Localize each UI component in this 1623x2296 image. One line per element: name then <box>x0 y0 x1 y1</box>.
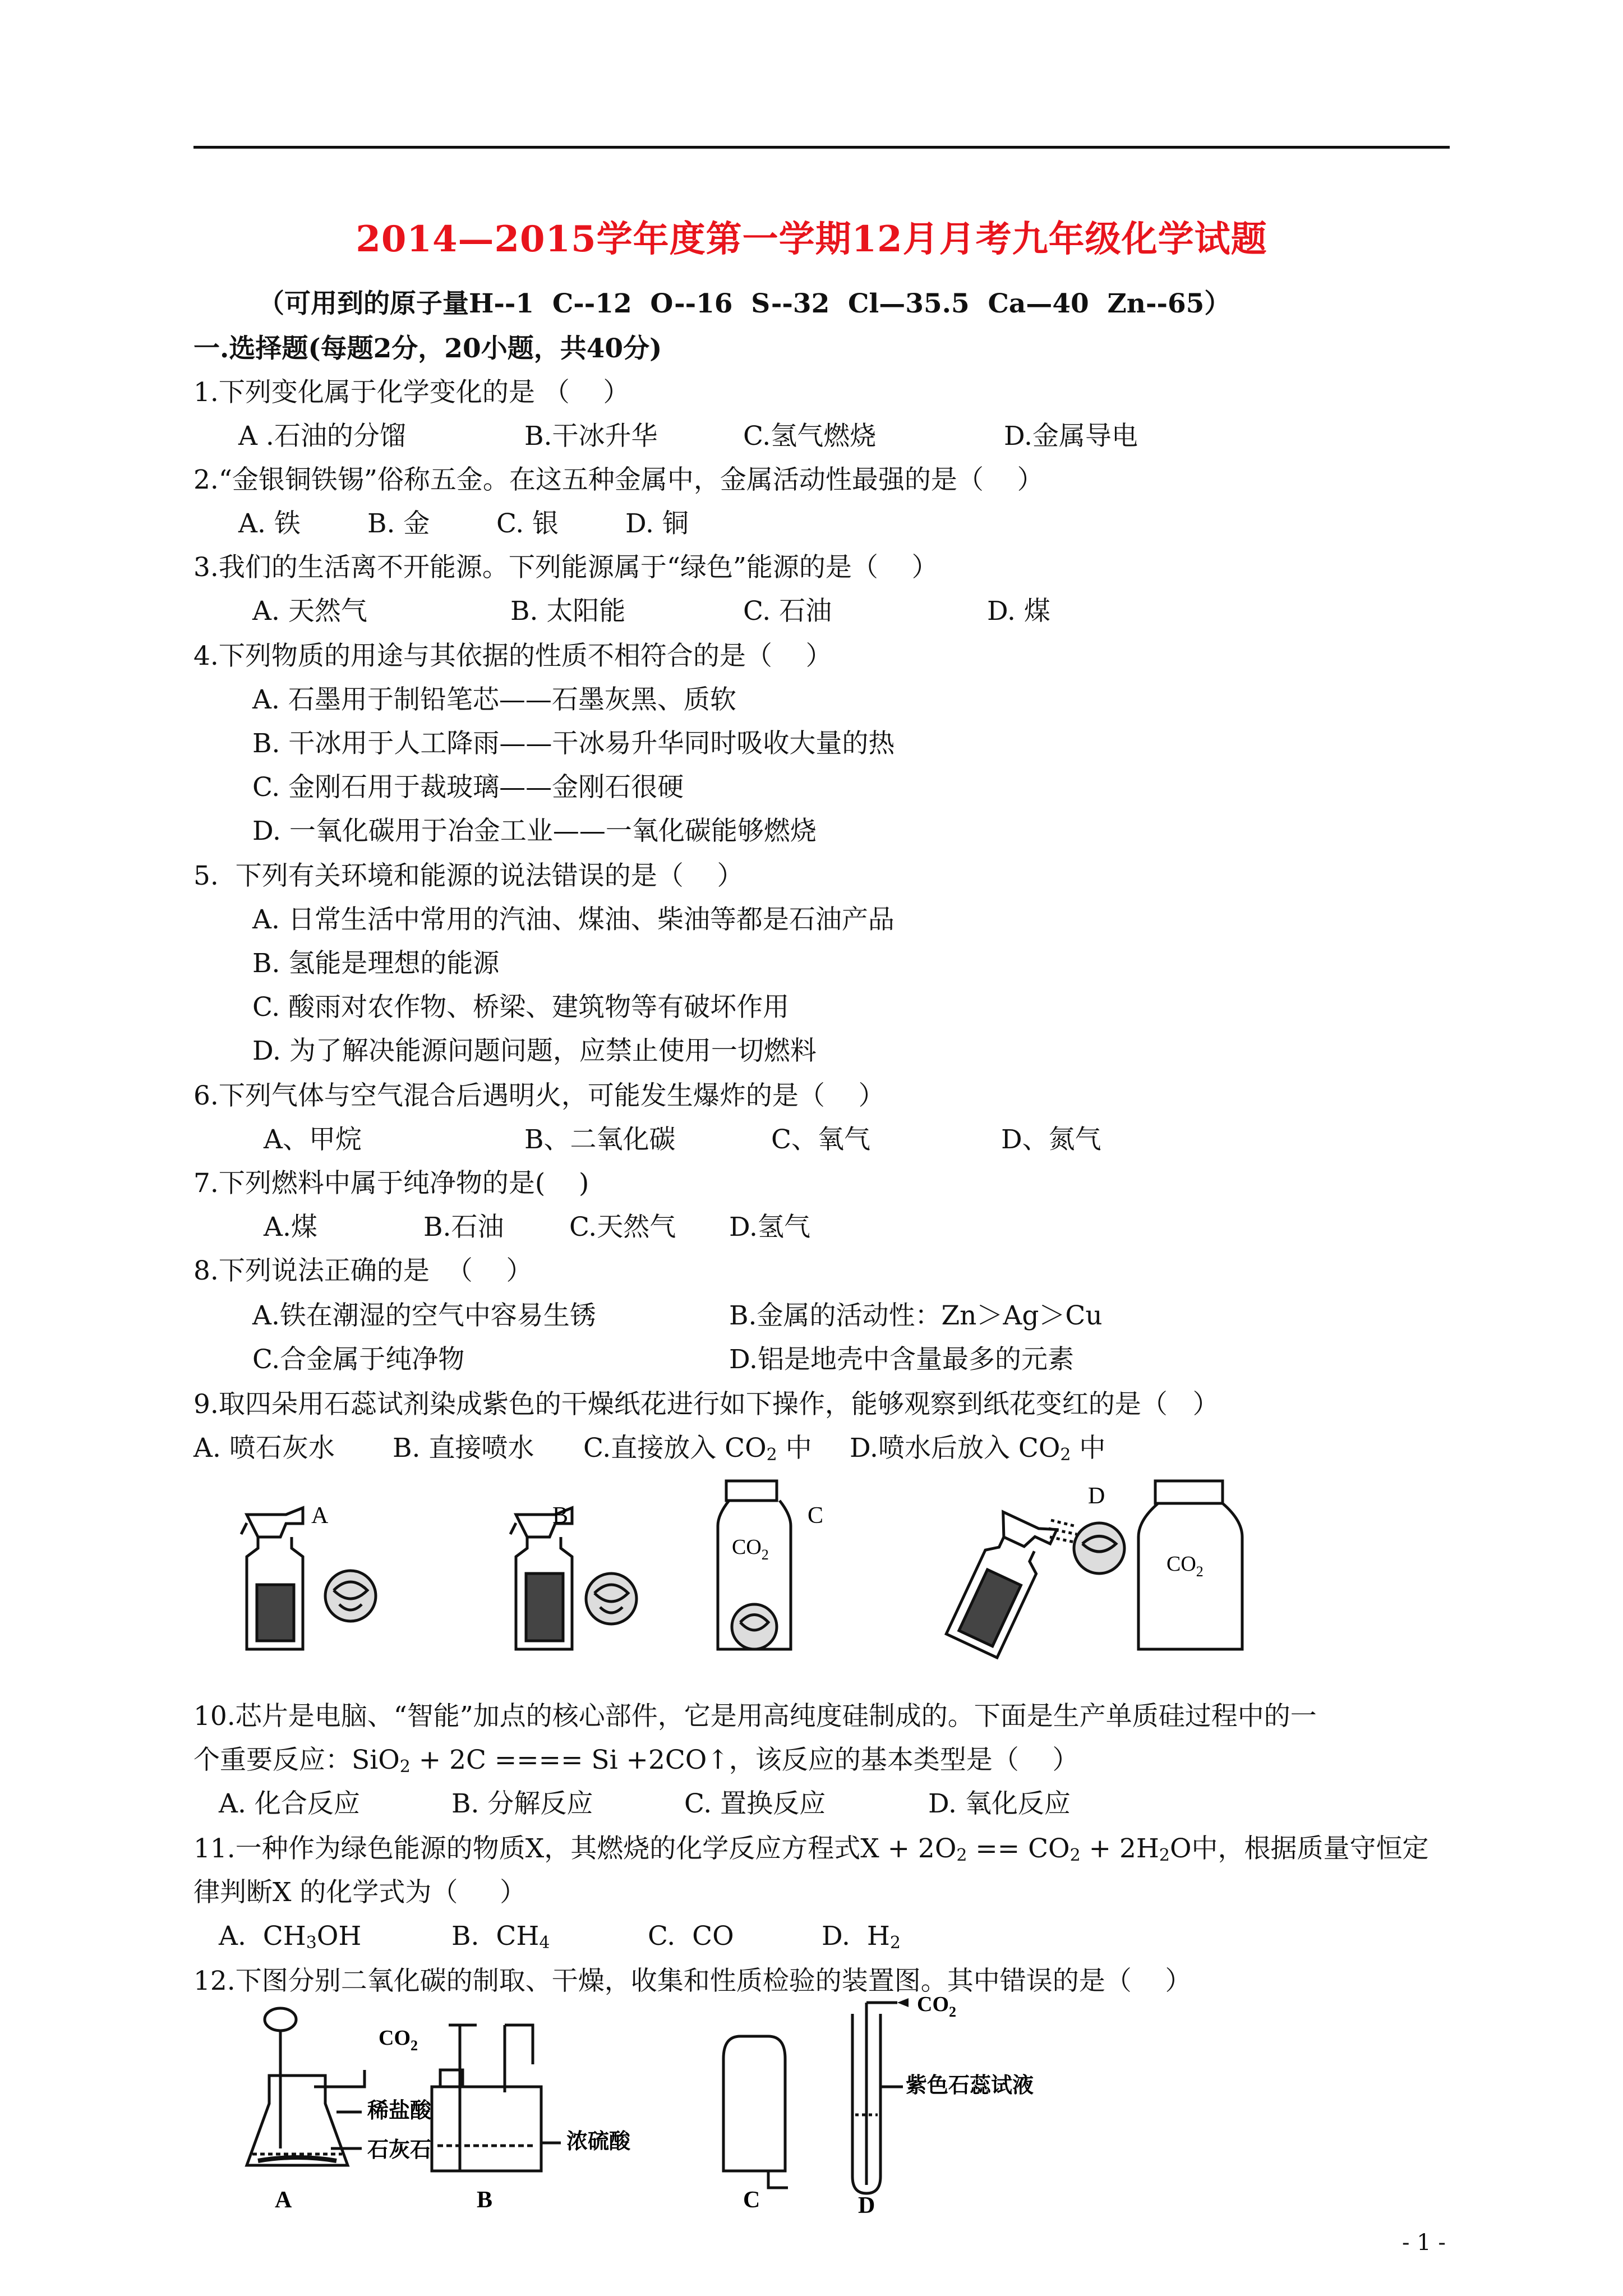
q7-option-b: B.石油 <box>423 1212 504 1243</box>
q11-option-c: C. CO <box>648 1921 734 1952</box>
q6-option-d: D、氮气 <box>1001 1124 1101 1155</box>
q9-option-d: D.喷水后放入 $CO_2$ 中 <box>850 1433 1106 1465</box>
q1-option-b: B.干冰升华 <box>524 421 658 452</box>
q4-option-b: B. 干冰用于人工降雨——干冰易升华同时吸收大量的热 <box>252 728 895 759</box>
q6-option-b: B、二氧化碳 <box>524 1124 676 1155</box>
q9-option-b: B. 直接喷水 <box>393 1433 534 1464</box>
q11-line1: 11.一种作为绿色能源的物质X，其燃烧的化学反应方程式$X + 2O_2 == CO_2 + 2H_2O$中，根据质量守恒定 <box>193 1833 1429 1865</box>
q2-option-d: D. 铜 <box>625 508 689 539</box>
q2-option-c: C. 银 <box>496 508 559 539</box>
arrow-icon <box>897 1998 909 2007</box>
q9-option-c: C.直接放入 $CO_2$ 中 <box>583 1433 812 1465</box>
q2-option-b: B. 金 <box>367 508 430 539</box>
q3-option-b: B. 太阳能 <box>510 596 626 627</box>
co2-label-b: $CO_2$ <box>379 2026 418 2054</box>
exam-title: 2014—2015学年度第一学期12月月考九年级化学试题 <box>356 218 1267 260</box>
apparatus-b <box>432 2025 561 2171</box>
section-heading: 一.选择题(每题2分，20小题，共40分) <box>193 333 662 364</box>
q8-option-c: C.合金属于纯净物 <box>252 1344 465 1375</box>
q10-option-d: D. 氧化反应 <box>928 1788 1071 1819</box>
q8-stem: 8.下列说法正确的是 （ ） <box>193 1255 533 1286</box>
apparatus-d <box>852 2003 903 2193</box>
q1-option-c: C.氢气燃烧 <box>743 421 877 452</box>
q8-option-b: B.金属的活动性：Zn＞Ag＞Cu <box>729 1300 1103 1331</box>
q1-option-a: A .石油的分馏 <box>238 421 406 452</box>
co2-label-c: $CO_2$ <box>732 1535 769 1563</box>
q5-option-c: C. 酸雨对农作物、桥梁、建筑物等有破坏作用 <box>252 992 790 1023</box>
label-litmus: 紫色石蕊试液 <box>906 2074 1034 2097</box>
sprayer-a <box>241 1508 303 1649</box>
q9-option-a: A. 喷石灰水 <box>193 1433 335 1464</box>
q7-option-c: C.天然气 <box>569 1212 676 1243</box>
q10-option-b: B. 分解反应 <box>451 1788 593 1819</box>
bottle-c <box>718 1481 791 1649</box>
q9-figure <box>224 1475 1402 1660</box>
q7-option-a: A.煤 <box>264 1212 317 1243</box>
q9-stem: 9.取四朵用石蕊试剂染成紫色的干燥纸花进行如下操作，能够观察到纸花变红的是（ ） <box>193 1389 1219 1420</box>
fig-label-a: A <box>311 1503 329 1529</box>
q7-option-d: D.氢气 <box>729 1212 810 1243</box>
label-limestone: 石灰石 <box>367 2138 432 2162</box>
header-rule <box>193 146 1450 149</box>
apparatus-a <box>247 2008 365 2165</box>
q4-option-d: D. 一氧化碳用于冶金工业——一氧化碳能够燃烧 <box>252 816 817 846</box>
fig-label-c: C <box>808 1503 824 1529</box>
fig12-label-d: D <box>858 2193 875 2219</box>
co2-label-d2: $CO_2$ <box>917 1993 956 2020</box>
q7-stem: 7.下列燃料中属于纯净物的是( ) <box>193 1168 589 1199</box>
q4-option-a: A. 石墨用于制铅笔芯——石墨灰黑、质软 <box>252 684 736 715</box>
q3-stem: 3.我们的生活离不开能源。下列能源属于“绿色”能源的是（ ） <box>193 552 938 583</box>
page-number: - 1 - <box>1402 2230 1446 2256</box>
q3-option-c: C. 石油 <box>743 596 832 627</box>
q6-option-a: A、甲烷 <box>264 1124 362 1155</box>
q11-line2: 律判断X 的化学式为（ ） <box>193 1877 527 1908</box>
q4-stem: 4.下列物质的用途与其依据的性质不相符合的是（ ） <box>193 641 832 671</box>
q4-option-c: C. 金刚石用于裁玻璃——金刚石很硬 <box>252 772 684 803</box>
q10-line1: 10.芯片是电脑、“智能”加点的核心部件，它是用高纯度硅制成的。下面是生产单质硅过程中的一 <box>193 1701 1317 1732</box>
q1-option-d: D.金属导电 <box>1004 421 1138 452</box>
q10-option-c: C. 置换反应 <box>684 1788 826 1819</box>
q5-option-b: B. 氢能是理想的能源 <box>252 948 500 979</box>
q2-stem: 2.“金银铜铁锡”俗称五金。在这五种金属中，金属活动性最强的是（ ） <box>193 464 1044 495</box>
label-acid: 稀盐酸 <box>367 2099 432 2123</box>
q11-option-d: D. $H_2$ <box>822 1921 901 1953</box>
q6-stem: 6.下列气体与空气混合后遇明火，可能发生爆炸的是（ ） <box>193 1080 885 1111</box>
fig12-label-c: C <box>743 2187 760 2213</box>
fig-label-b: B <box>552 1503 569 1529</box>
co2-label-d: $CO_2$ <box>1166 1552 1204 1580</box>
q11-option-b: B. $CH_4$ <box>451 1921 550 1953</box>
q6-option-c: C、氧气 <box>771 1124 870 1155</box>
sprayer-b <box>510 1508 572 1649</box>
q3-option-d: D. 煤 <box>987 596 1050 627</box>
label-conc-acid: 浓硫酸 <box>566 2130 631 2154</box>
flower-a <box>325 1571 376 1621</box>
q8-option-a: A.铁在潮湿的空气中容易生锈 <box>252 1300 596 1331</box>
q11-option-a: A. $CH_3OH$ <box>219 1921 362 1953</box>
q2-option-a: A. 铁 <box>238 508 301 539</box>
q8-option-d: D.铝是地壳中含量最多的元素 <box>729 1344 1074 1375</box>
apparatus-c <box>723 2036 788 2188</box>
q12-stem: 12.下图分别二氧化碳的制取、干燥，收集和性质检验的装置图。其中错误的是（ ） <box>193 1966 1192 1996</box>
sprayer-d <box>946 1506 1057 1658</box>
q10-option-a: A. 化合反应 <box>219 1788 360 1819</box>
fig-label-d: D <box>1088 1483 1105 1509</box>
flower-b <box>586 1573 637 1624</box>
atomic-mass-note: （可用到的原子量H--1 C--12 O--16 S--32 Cl—35.5 Ca—40 Zn--65） <box>258 288 1231 319</box>
q12-figure <box>236 1993 1133 2219</box>
q5-option-a: A. 日常生活中常用的汽油、煤油、柴油等都是石油产品 <box>252 904 895 935</box>
q5-option-d: D. 为了解决能源问题问题，应禁止使用一切燃料 <box>252 1036 817 1066</box>
q10-line2: 个重要反应：SiO$_2$ + 2C ==== Si +2CO↑，该反应的基本类型是（ ） <box>193 1745 1079 1777</box>
fig12-label-b: B <box>477 2187 493 2213</box>
q3-option-a: A. 天然气 <box>252 596 367 627</box>
q5-stem: 5. 下列有关环境和能源的说法错误的是（ ） <box>193 861 744 891</box>
flower-d <box>1074 1523 1124 1573</box>
fig12-label-a: A <box>275 2187 292 2213</box>
q1-stem: 1.下列变化属于化学变化的是 （ ） <box>193 377 630 408</box>
